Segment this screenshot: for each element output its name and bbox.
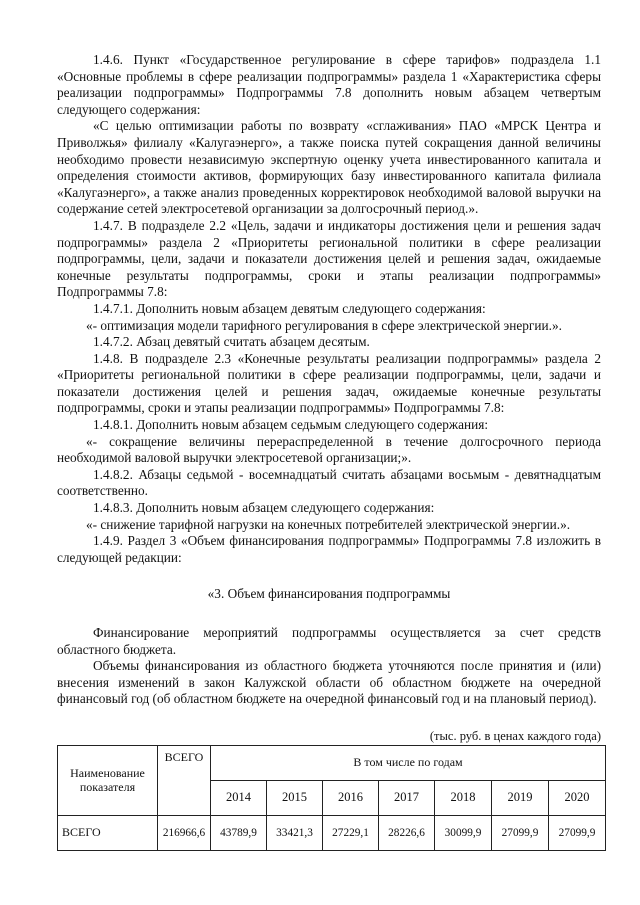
row-value: 30099,9: [435, 815, 492, 850]
paragraph-1-4-8: 1.4.8. В подразделе 2.3 «Конечные результаты реализации подпрограммы» раздела 2 «Приоритеты региональной политики в сфере реализации подпрограммы, цели, задачи и показатели достижения целей и решения задач, ожидаемые конечные результаты подпрограммы, сроки и этапы реализации подпрограммы» Подпрограммы 7.8:: [57, 350, 601, 416]
paragraph-1-4-8-2: 1.4.8.2. Абзацы седьмой - восемнадцатый считать абзацами восьмым - девятнадцатым соответственно.: [57, 466, 601, 499]
paragraph-1-4-7-1: 1.4.7.1. Дополнить новым абзацем девятым следующего содержания:: [93, 300, 486, 316]
row-value: 33421,3: [267, 815, 323, 850]
paragraph-financing-source: Финансирование мероприятий подпрограммы осуществляется за счет средств областного бюджета.: [57, 625, 601, 657]
paragraph-1-4-7-2: 1.4.7.2. Абзац девятый считать абзацем десятым.: [93, 334, 370, 350]
paragraph-financing-volumes: Объемы финансирования из областного бюджета уточняются после принятия и (или) внесения изменений в закон Калужской области об областном бюджете на очередной финансовый год (об областном бюджете на очередной финансовый год и на плановый период).: [57, 658, 601, 707]
row-name: ВСЕГО: [58, 815, 158, 850]
header-year: 2020: [549, 780, 606, 815]
paragraph-quote-smoothing: «С целью оптимизации работы по возврату «сглаживания» ПАО «МРСК Центра и Приволжья» филиалу «Калугаэнерго», а также поиска путей сокращения данной величины необходимо провести независимую экспертную оценку учета инвестированного капитала и определения стоимости активов, формирующих базу инвестированного капитала филиала «Калугаэнерго», а также анализ проведенных корректировок необходимой валовой выручки на содержание сетей электросетевой организации за долгосрочный период.».: [57, 118, 601, 217]
row-value: 27229,1: [323, 815, 379, 850]
paragraph-quote-revenue: «- сокращение величины перераспределенной в течение долгосрочного периода необходимой валовой выручки электросетевой организации;».: [57, 433, 601, 466]
table-row: [58, 815, 606, 850]
units-note: (тыс. руб. в ценах каждого года): [429, 728, 601, 743]
financing-table: [57, 745, 606, 851]
paragraph-1-4-8-1: 1.4.8.1. Дополнить новым абзацем седьмым следующего содержания:: [93, 417, 489, 433]
paragraph-1-4-9: 1.4.9. Раздел 3 «Объем финансирования подпрограммы» Подпрограммы 7.8 изложить в следующей редакции:: [57, 533, 601, 565]
table-header-row: [58, 745, 606, 780]
header-year: 2019: [492, 780, 549, 815]
paragraph-quote-tariff-model: «- оптимизация модели тарифного регулирования в сфере электрической энергии.».: [86, 317, 562, 333]
paragraph-1-4-7: 1.4.7. В подразделе 2.2 «Цель, задачи и индикаторы достижения цели и решения задач подпрограммы» раздела 2 «Приоритеты региональной политики в сфере реализации подпрограммы, цели, задачи и показатели достижения целей и решения задач, ожидаемые конечные результаты подпрограммы, сроки и этапы реализации подпрограммы» Подпрограммы 7.8:: [57, 217, 601, 300]
row-value: 27099,9: [492, 815, 549, 850]
header-year: 2015: [267, 780, 323, 815]
section-heading: «3. Объем финансирования подпрограммы: [207, 586, 451, 602]
header-year: 2017: [379, 780, 435, 815]
row-total: 216966,6: [158, 815, 211, 850]
header-years-group: В том числе по годам: [211, 745, 606, 780]
header-year: 2016: [323, 780, 379, 815]
header-indicator-name: Наименование показателя: [58, 745, 158, 815]
header-year: 2014: [211, 780, 267, 815]
document-page: [57, 52, 601, 851]
row-value: 27099,9: [549, 815, 606, 850]
row-value: 43789,9: [211, 815, 267, 850]
paragraph-1-4-6: 1.4.6. Пункт «Государственное регулирование в сфере тарифов» подраздела 1.1 «Основные проблемы в сфере реализации подпрограммы» раздела 1 «Характеристика сферы реализации подпрограммы» Подпрограммы 7.8 дополнить новым абзацем четвертым следующего содержания:: [57, 52, 601, 117]
paragraph-1-4-8-3: 1.4.8.3. Дополнить новым абзацем следующего содержания:: [93, 500, 435, 516]
row-value: 28226,6: [379, 815, 435, 850]
header-year: 2018: [435, 780, 492, 815]
paragraph-quote-tariff-load: «- снижение тарифной нагрузки на конечных потребителей электрической энергии.».: [86, 516, 571, 532]
header-total: ВСЕГО: [158, 745, 211, 815]
